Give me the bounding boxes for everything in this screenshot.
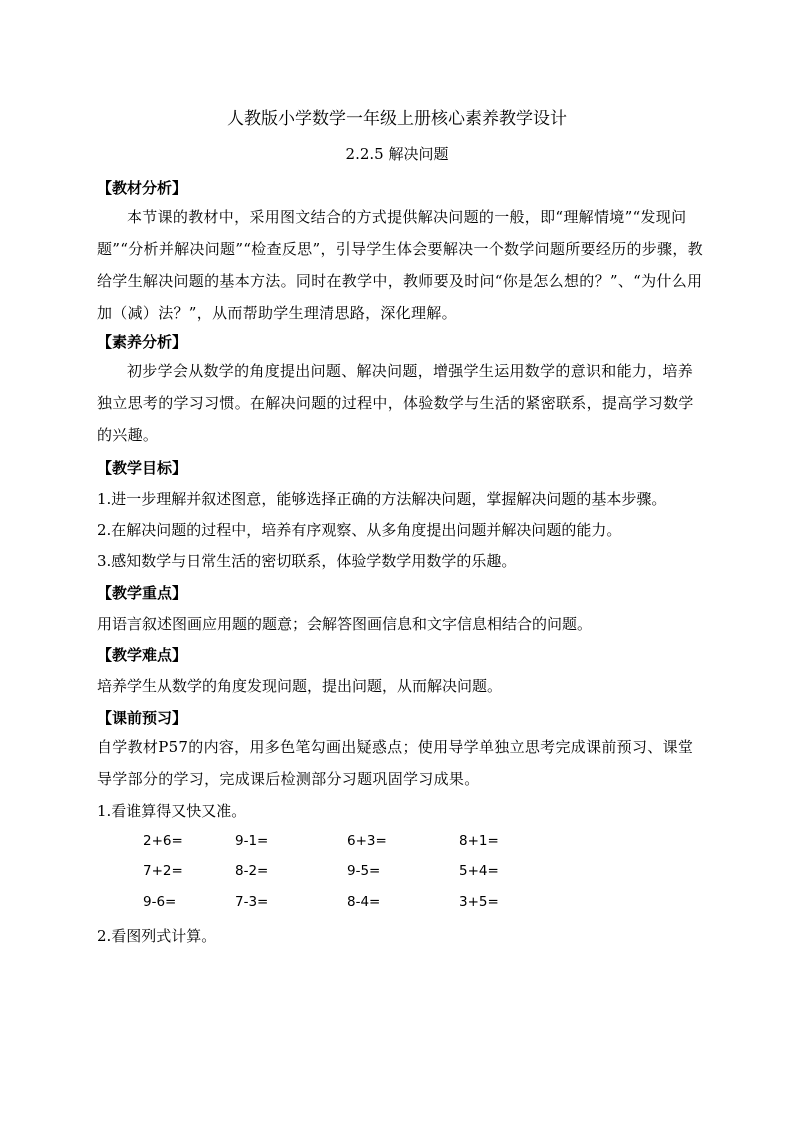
- paragraph-difficulties: 培养学生从数学的角度发现问题，提出问题，从而解决问题。: [97, 677, 503, 695]
- equation: 8-4=: [347, 894, 381, 910]
- equation: 2+6=: [143, 833, 183, 849]
- paragraph-textbook-analysis: 本节课的教材中，采用图文结合的方式提供解决问题的一般，即“理解情境”“发现问题”“分析并解决问题”“检查反思”，引导学生体会要解决一个数学问题所要经历的步骤，教给学生解决问题的基本方法。同时在教学中，教师要及时问“你是怎么想的？”、“为什么用加（减）法？”，从而帮助学生理清思路，深化理解。: [97, 208, 703, 322]
- equation: 8-2=: [235, 863, 269, 879]
- equation: 7-3=: [235, 894, 269, 910]
- document-title: 人教版小学数学一年级上册核心素养教学设计: [227, 109, 567, 129]
- question-2: 2.看图列式计算。: [97, 927, 217, 945]
- heading-textbook-analysis: 【教材分析】: [97, 179, 188, 197]
- paragraph-key-points: 用语言叙述图画应用题的题意；会解答图画信息和文字信息相结合的问题。: [97, 615, 593, 633]
- equation: 7+2=: [143, 863, 183, 879]
- equation: 6+3=: [347, 833, 387, 849]
- equation: 9-6=: [143, 894, 177, 910]
- equation: 3+5=: [459, 894, 499, 910]
- lesson-subtitle: 2.2.5 解决问题: [345, 145, 449, 163]
- goal-item-3: 3.感知数学与日常生活的密切联系，体验学数学用数学的乐趣。: [97, 552, 517, 570]
- paragraph-literacy-analysis: 初步学会从数学的角度提出问题、解决问题，增强学生运用数学的意识和能力，培养独立思考的学习习惯。在解决问题的过程中，体验数学与生活的紧密联系，提高学习数学的兴趣。: [97, 362, 694, 444]
- equation: 5+4=: [459, 863, 499, 879]
- equation: 9-1=: [235, 833, 269, 849]
- equation: 9-5=: [347, 863, 381, 879]
- heading-teaching-goals: 【教学目标】: [97, 459, 188, 477]
- heading-literacy-analysis: 【素养分析】: [97, 333, 188, 351]
- heading-difficulties: 【教学难点】: [97, 646, 188, 664]
- paragraph-preview: 自学教材P57的内容，用多色笔勾画出疑惑点；使用导学单独立思考完成课前预习、课堂导学部分的学习，完成课后检测部分习题巩固学习成果。: [97, 738, 694, 788]
- heading-preview: 【课前预习】: [97, 709, 188, 727]
- goal-item-1: 1.进一步理解并叙述图意，能够选择正确的方法解决问题，掌握解决问题的基本步骤。: [97, 490, 667, 508]
- equation: 8+1=: [459, 833, 499, 849]
- heading-key-points: 【教学重点】: [97, 584, 188, 602]
- question-1: 1.看谁算得又快又准。: [97, 802, 247, 820]
- goal-item-2: 2.在解决问题的过程中，培养有序观察、从多角度提出问题并解决问题的能力。: [97, 521, 622, 539]
